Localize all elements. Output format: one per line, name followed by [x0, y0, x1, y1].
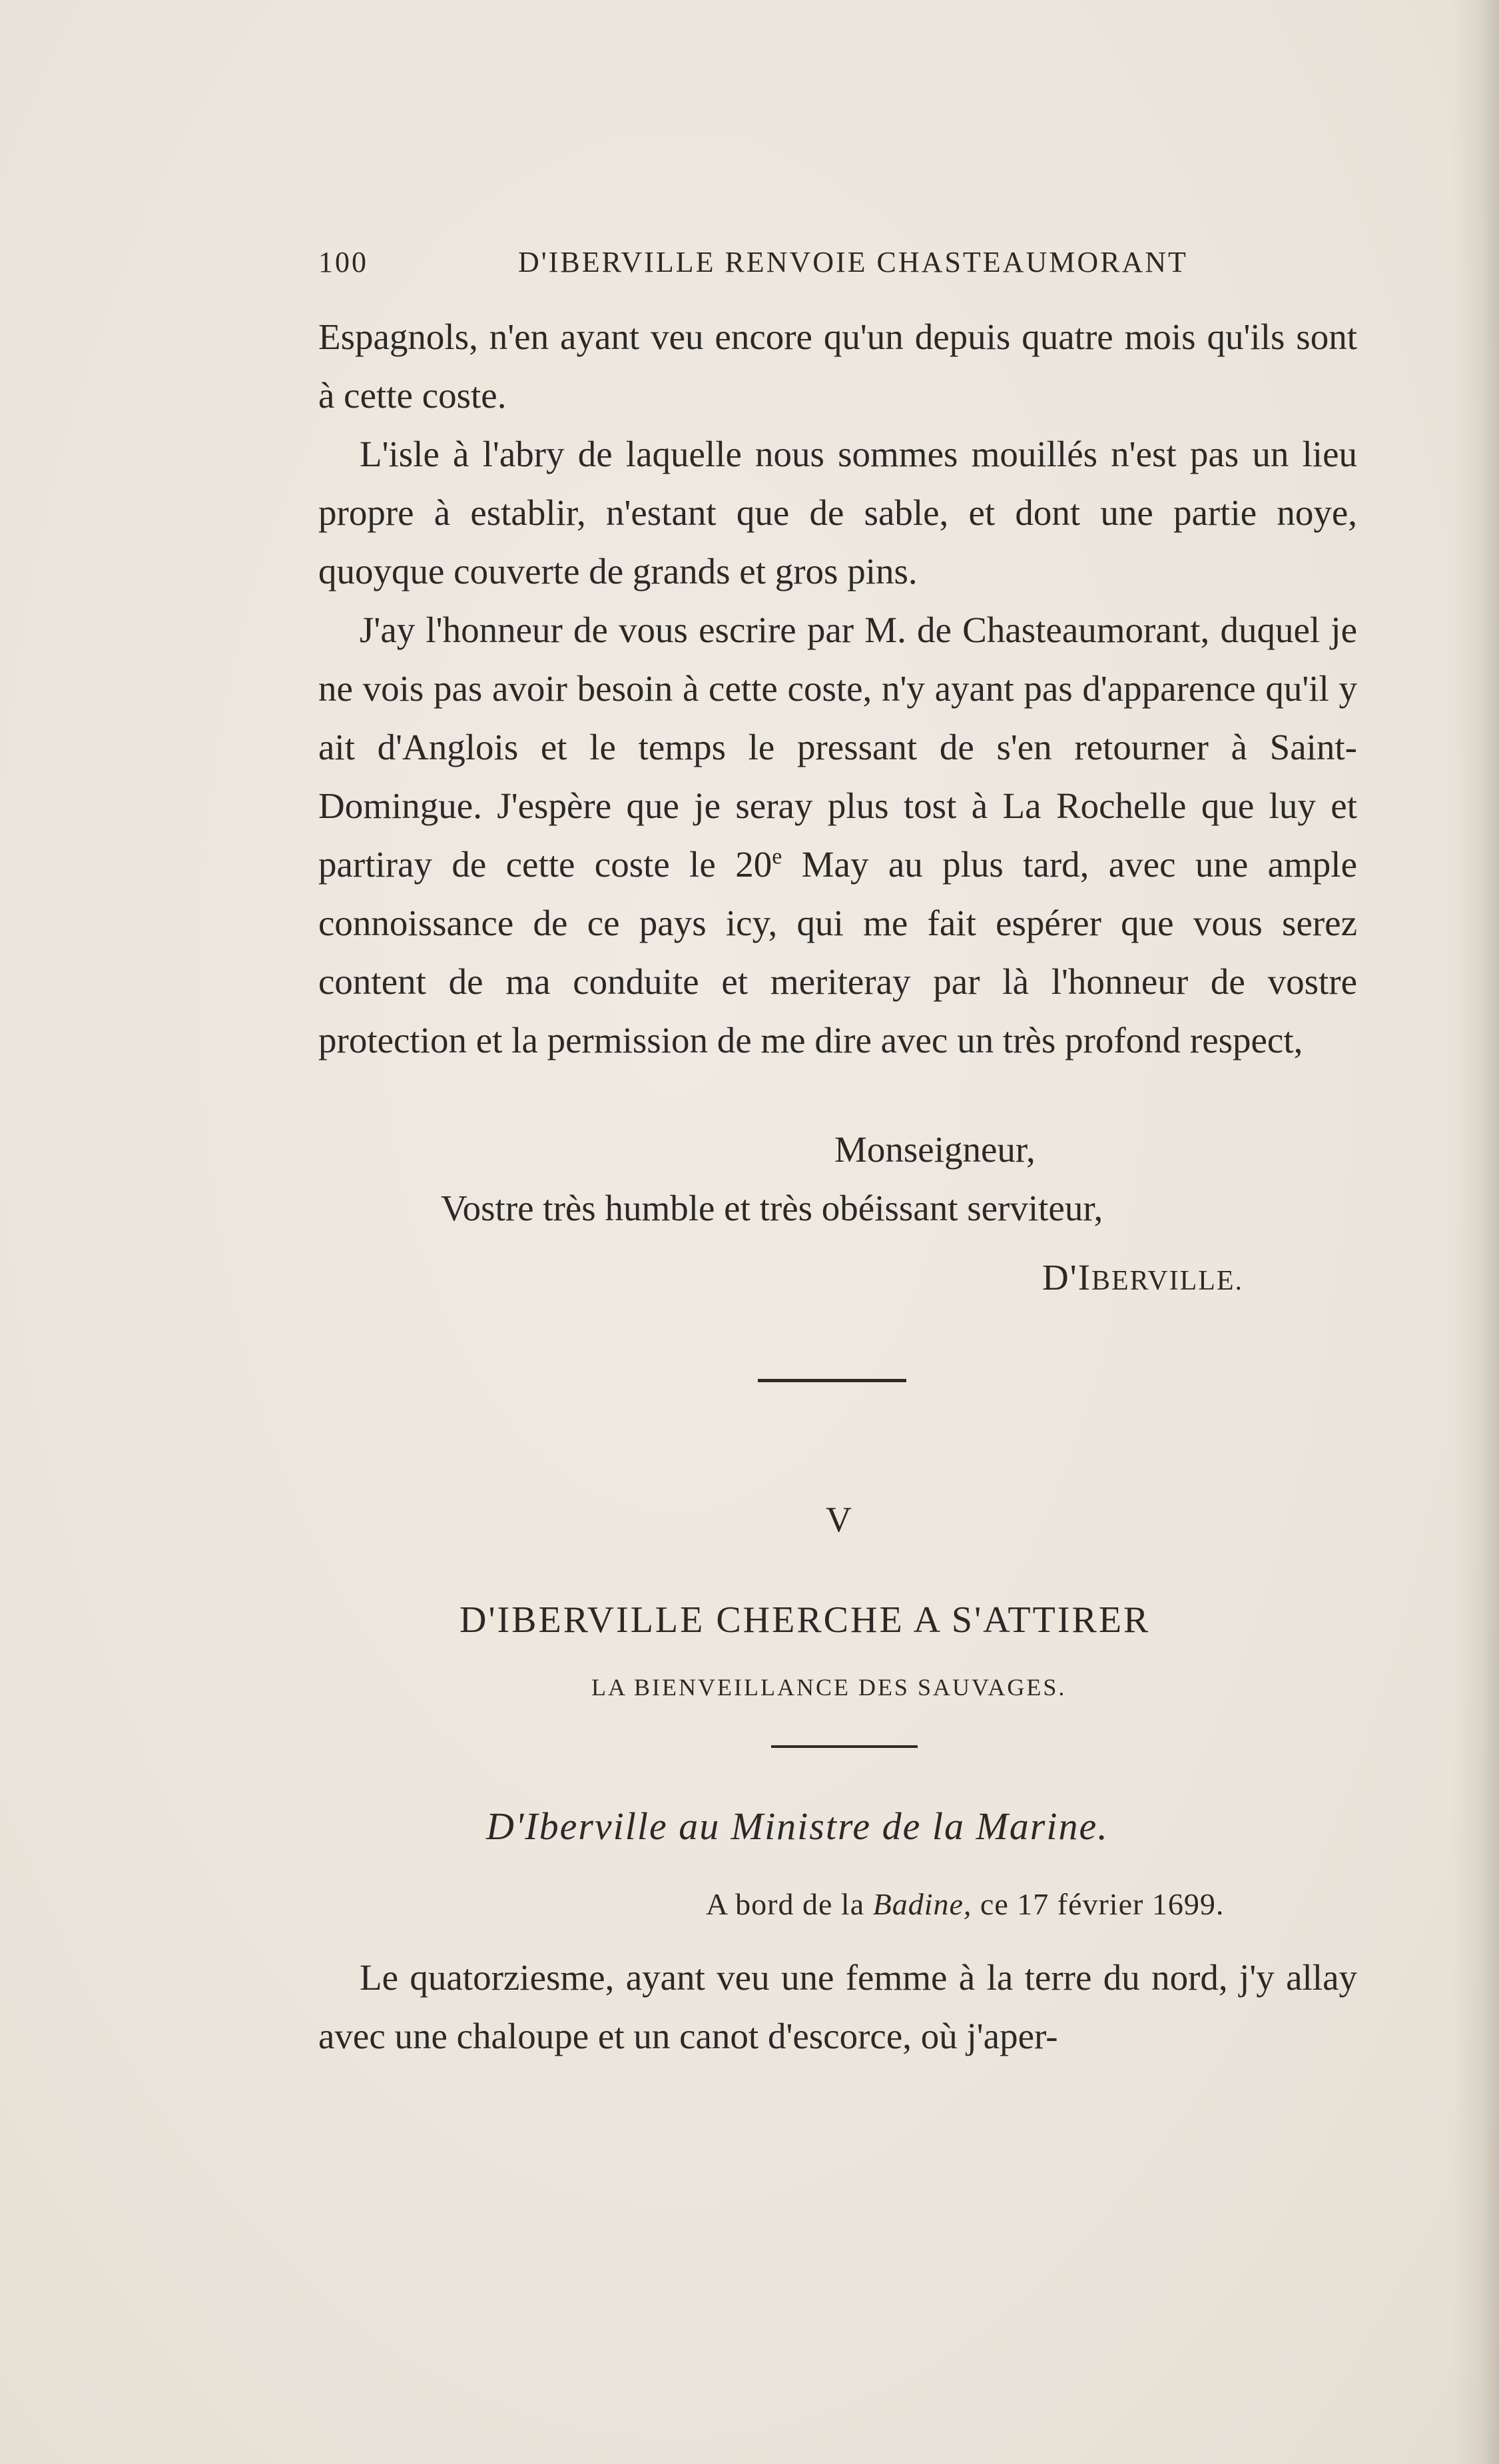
letter-body [318, 308, 1357, 1070]
page-number: 100 [318, 246, 368, 278]
running-head [318, 245, 1357, 285]
page-spine-shadow [1452, 0, 1499, 2464]
running-head-title: D'IBERVILLE RENVOIE CHASTEAUMORANT [518, 246, 1188, 278]
section-number: V [826, 1499, 852, 1539]
salutation: Monseigneur, [834, 1129, 1036, 1170]
dateline-ship: Badine, [872, 1887, 972, 1921]
paragraph-3-text: J'ay l'honneur de vous escrire par M. de Chasteaumorant, duquel je ne vois pas avoir besoin à cette coste, n'y ayant pas d'apparence qu'il y ait d'Anglois et le temps le pressant de s'en retourner à Saint-Domingue. J'espère que je seray plus tost à La Rochelle que luy et partiray de cette coste le 20 [318, 610, 1357, 885]
paragraph-1: Espagnols, n'en ayant veu encore qu'un depuis quatre mois qu'ils sont à cette coste. [318, 316, 1357, 416]
section-subtitle: LA BIENVEILLANCE DES SAUVAGES. [591, 1674, 1067, 1701]
paragraph-2: L'isle à l'abry de laquelle nous sommes mouillés n'est pas un lieu propre à establir, n'estant que de sable, et dont une partie noye, quoyque couverte de grands et gros pins. [318, 434, 1357, 592]
signature-rest: BERVILLE. [1091, 1266, 1244, 1296]
letter-paragraph-1: Le quatorziesme, ayant veu une femme à la terre du nord, j'y allay avec une chaloupe et un canot d'escorce, où j'aper- [318, 1957, 1357, 2056]
section-title: D'IBERVILLE CHERCHE A S'ATTIRER [459, 1599, 1151, 1641]
letter-text [318, 1948, 1357, 2066]
dateline [706, 1886, 1224, 1922]
ordinal-superscript: e [772, 844, 782, 869]
signature-initial: D'I [1042, 1257, 1091, 1298]
letter-heading: D'Iberville au Ministre de la Marine. [486, 1805, 1109, 1848]
dateline-suffix: ce 17 février 1699. [980, 1887, 1225, 1921]
paragraph-3 [318, 601, 1357, 1070]
signature [1042, 1256, 1243, 1298]
paragraph-3-continued: May au plus tard, avec une ample connoissance de ce pays icy, qui me fait espérer que vous serez content de ma conduite et meriteray par là l'honneur de vostre protection et la permission de me dire avec un très profond respect, [318, 844, 1357, 1060]
section-divider-top [758, 1379, 906, 1382]
section-divider-bottom [771, 1745, 918, 1748]
dateline-prefix: A bord de la [706, 1887, 865, 1921]
valediction: Vostre très humble et très obéissant serviteur, [441, 1188, 1103, 1228]
